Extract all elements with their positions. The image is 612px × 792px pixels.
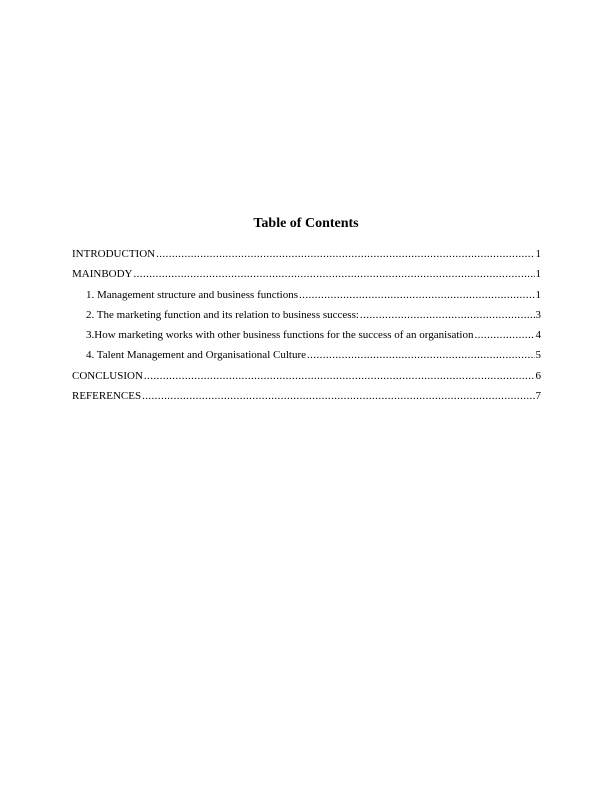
toc-dot-leader	[156, 247, 534, 261]
toc-entry-text: MAINBODY	[72, 268, 133, 281]
toc-dot-leader	[134, 267, 535, 281]
toc-entry-text: 3.How marketing works with other business functions for the success of an organisation	[86, 329, 474, 342]
toc-entry-marketing-function[interactable]	[72, 308, 541, 328]
toc-dot-leader	[299, 288, 534, 302]
toc-title: Table of Contents	[253, 216, 359, 231]
toc-dot-leader	[360, 308, 535, 322]
toc-entry-management-structure[interactable]	[72, 288, 541, 308]
toc-entry-text: 4. Talent Management and Organisational Culture	[86, 349, 306, 362]
toc-list	[72, 247, 541, 409]
toc-entry-talent-management[interactable]	[72, 348, 541, 368]
toc-entry-marketing-collaboration[interactable]	[72, 328, 541, 348]
toc-page-number: 1	[535, 288, 541, 301]
toc-page-number: 1	[535, 248, 541, 260]
toc-page-number: 5	[535, 349, 541, 362]
toc-entry-references[interactable]	[72, 389, 541, 409]
toc-entry-mainbody[interactable]	[72, 267, 541, 287]
toc-page-number: 3	[535, 308, 541, 321]
toc-entry-text: INTRODUCTION	[72, 248, 156, 260]
toc-dot-leader	[142, 389, 534, 403]
toc-dot-leader	[144, 369, 535, 383]
toc-page-number: 6	[535, 369, 541, 382]
toc-dot-leader	[474, 328, 534, 342]
toc-page-number: 4	[535, 329, 541, 342]
toc-entry-text: CONCLUSION	[72, 369, 143, 382]
toc-page-number: 1	[535, 268, 541, 281]
toc-entry-conclusion[interactable]	[72, 369, 541, 389]
toc-entry-text: 1. Management structure and business functions	[86, 288, 299, 301]
toc-entry-text: REFERENCES	[72, 390, 142, 403]
toc-entry-text: 2. The marketing function and its relation to business success:	[86, 308, 359, 321]
toc-page-number: 7	[535, 390, 541, 403]
toc-dot-leader	[307, 348, 535, 362]
toc-entry-introduction[interactable]	[72, 247, 541, 267]
